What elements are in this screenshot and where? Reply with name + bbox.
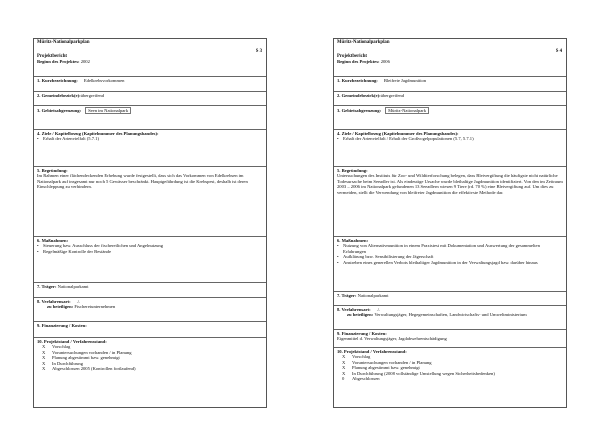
section-5: [334, 166, 566, 234]
section-10: [34, 337, 266, 407]
s6-label: 6. Maßnahmen:: [337, 238, 369, 243]
page-header: [334, 39, 566, 66]
s9-label: 9. Finanzierung / Kosten:: [337, 331, 387, 336]
status-item: X In Durchführung: [42, 360, 83, 366]
plan-title: Müritz-Nationalparkplan: [37, 40, 90, 45]
s7-label: 7. Träger:: [37, 284, 57, 289]
page-number: S 3: [255, 49, 262, 54]
section-4: [34, 129, 266, 164]
s2-value: übergreifend: [80, 93, 105, 98]
s9-label: 9. Finanzierung / Kosten:: [37, 323, 87, 328]
list-item: • Anstreben eines generellen Verbots bleihaltiger Jagdmunition in der Verwaltungsjagd bzw. darüber hinaus: [337, 259, 538, 265]
section-9: [34, 321, 266, 333]
s3-value: Müritz-Nationalpark: [385, 107, 429, 114]
section-2: [34, 91, 266, 103]
section-10: [334, 347, 566, 407]
s3-value: Seen im Nationalpark: [85, 107, 131, 114]
report-page-s4: [333, 38, 567, 408]
section-3: [34, 105, 266, 127]
list-item: • Erhalt der Artenvielfalt / Erhalt der Großvogelpopulationen (5.7, 5.7.1): [337, 136, 474, 142]
list-item: • Regelmäßige Kontrolle der Bestände: [37, 248, 111, 254]
s5-text: Im Rahmen einer flächendeckenden Erhebung wurde festgestellt, dass sich das Vorkommen von Edelkrebsen im Nationalpark auf insgesamt nur noch 5 Gewässer beschränkt. Hauptgefährdung ist die Krebspest, deshalb ist deren Einschleppung zu verhindern.: [37, 173, 248, 190]
section-7: [334, 291, 566, 303]
s8-value: ./.: [376, 307, 381, 312]
status-item: X Planung abgestimmt bzw. genehmigt: [342, 365, 420, 371]
s5-label: 5. Begründung:: [337, 168, 368, 173]
s7-value: Nationalparkamt: [57, 284, 89, 289]
s8-label: 8. Verfahrensart:: [37, 299, 71, 304]
status-item: X Voruntersuchungen vorhanden / in Planung: [42, 349, 132, 355]
start-year: 2006: [380, 59, 390, 65]
s2-label: 2. Gemeindebezirk(e):: [337, 93, 381, 98]
start-year: 2002: [80, 59, 90, 65]
s4-label: 4. Ziele / Kapitelbezug (Kapitelnummer des Planungsbandes):: [37, 131, 159, 136]
s5-text: Untersuchungen des Instituts für Zoo- und Wildtierforschung belegen, dass Bleivergiftung die häufigste nicht natürliche Todesursache beim Seeadler ist. Als eindeutige Ursache wurde bleihaltige Jagdmunition identifiziert. Von den im Zeitraum 2003 – 2006 im Nationalpark gefundenen 13 Seeadlern wiesen 9 Tiere (rd. 70 %) eine Bleivergiftung auf. Um dies zu vermeiden, stellt die Verwendung von bleifreier Jagdmunition die effektivste Methode dar.: [337, 173, 563, 195]
s3-label: 3. Gebietsabgrenzung:: [337, 108, 382, 113]
s8b-value: Verwaltungsjäger, Hegegemeinschaften, Landwirtschafts- und Umweltministerium: [374, 312, 527, 318]
s1-label: 1. Kurzbezeichnung:: [37, 78, 78, 83]
s8b-value: Fischereiunternehmen: [74, 304, 116, 310]
s1-label: 1. Kurzbezeichnung:: [337, 78, 378, 83]
start-label: Beginn des Projektes:: [337, 59, 380, 65]
s10-label: 10. Projektstand / Verfahrensstand:: [337, 349, 407, 354]
report-label: Projektbericht: [337, 53, 368, 59]
section-6: [34, 236, 266, 278]
section-8: [34, 297, 266, 314]
list-item: • Aufklärung bzw. Sensibilisierung der Jägerschaft: [337, 254, 434, 260]
s5-label: 5. Begründung:: [37, 168, 68, 173]
s7-label: 7. Träger:: [337, 293, 357, 298]
status-item: X Voruntersuchungen vorhanden / in Planung: [342, 359, 432, 365]
section-8: [334, 305, 566, 327]
section-3: [334, 105, 566, 127]
section-6: [334, 236, 566, 288]
plan-title: Müritz-Nationalparkplan: [337, 40, 390, 45]
list-item: • Nutzung von Alternativmunition in einem Praxistest mit Dokumentation und Auswertung der gesammelten Erfahrungen: [337, 243, 540, 254]
s3-label: 3. Gebietsabgrenzung:: [37, 108, 82, 113]
section-1: [34, 76, 266, 88]
report-label: Projektbericht: [37, 53, 68, 59]
status-item: X Abgeschlossen 2005 (Kontrollen fortlaufend): [42, 366, 136, 372]
s1-value: Edelkrebsvorkommen: [83, 78, 125, 83]
section-5: [34, 166, 266, 234]
s8-label: 8. Verfahrensart:: [337, 307, 371, 312]
page-header: [34, 39, 266, 66]
section-9: [334, 329, 566, 345]
section-2: [334, 91, 566, 103]
list-item: • Erhalt der Artenvielfalt (5.7.1): [37, 136, 99, 142]
s6-label: 6. Maßnahmen:: [37, 238, 69, 243]
status-item: X Vorschlag: [42, 344, 71, 350]
s4-label: 4. Ziele / Kapitelbezug (Kapitelnummer des Planungsbandes):: [337, 131, 459, 136]
status-item: X Planung abgestimmt bzw. genehmigt: [42, 355, 120, 361]
s10-label: 10. Projektstand / Verfahrensstand:: [37, 339, 107, 344]
report-page-s3: [33, 38, 267, 408]
section-4: [334, 129, 566, 164]
s8b-label: zu beteiligen:: [47, 304, 74, 310]
s9-value: Eigenmittel d. Verwaltungsjäger, Jagdabwehrentschädigung: [337, 336, 447, 342]
s1-value: Bleifreie Jagdmunition: [383, 78, 427, 83]
s7-value: Nationalparkamt: [357, 293, 389, 298]
start-label: Beginn des Projektes:: [37, 59, 80, 65]
s2-label: 2. Gemeindebezirk(e):: [37, 93, 81, 98]
s2-value: übergreifend: [380, 93, 405, 98]
s8b-label: zu beteiligen:: [347, 312, 374, 318]
section-1: [334, 76, 566, 88]
page-number: S 4: [555, 49, 562, 54]
list-item: • Steuerung bzw. Ausschluss der fischereilichen und Angelnutzung: [37, 243, 164, 249]
status-item: X Vorschlag: [342, 354, 371, 360]
status-item: X In Durchführung (2008 vollständige Umstellung wegen Sicherheitsbedenken): [342, 370, 495, 376]
s8-value: ./.: [76, 299, 81, 304]
section-7: [34, 282, 266, 294]
status-item: 0 Abgeschlossen: [342, 376, 380, 382]
